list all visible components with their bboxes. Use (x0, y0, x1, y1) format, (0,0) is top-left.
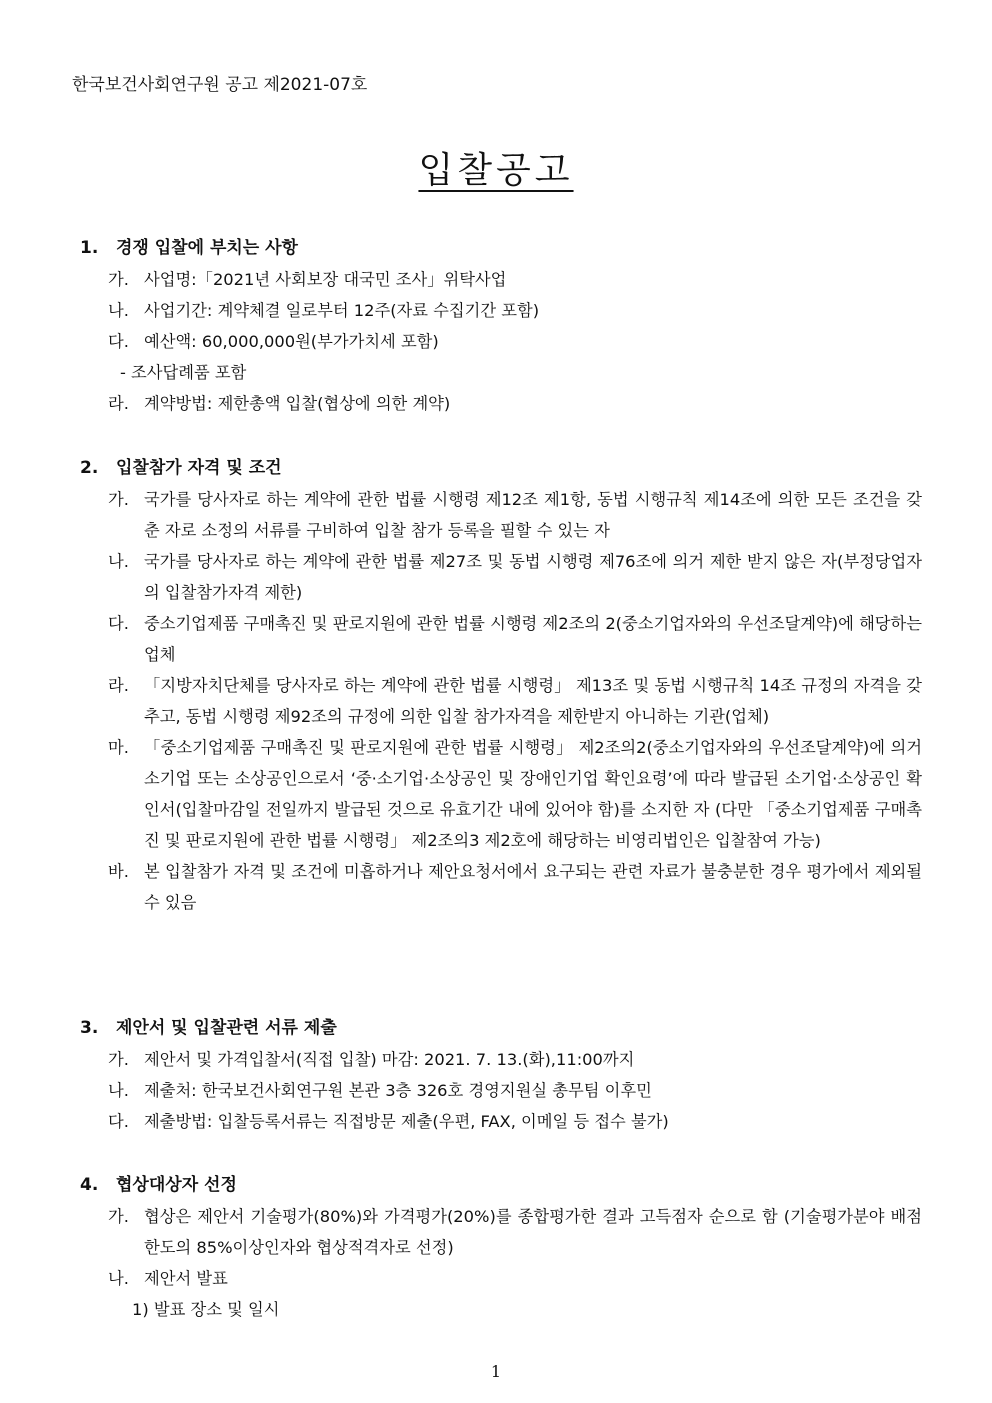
notice-number: 한국보건사회연구원 공고 제2021-07호 (72, 75, 368, 95)
section-2 (72, 453, 922, 918)
list-item: 라. 「지방자치단체를 당사자로 하는 계약에 관한 법률 시행령」 제13조 및 동법 시행규칙 14조 규정의 자격을 갖추고, 동법 시행령 제92조의 규정에 의한 입찰 참가자격을 제한받지 아니하는 기관(업체) (108, 676, 922, 726)
section-heading: 1. 경쟁 입찰에 부치는 사항 (80, 238, 298, 258)
list-item: 가. 제안서 및 가격입찰서(직접 입찰) 마감: 2021. 7. 13.(화),11:00까지 (108, 1050, 635, 1069)
section-3 (72, 1013, 922, 1137)
section-4 (72, 1170, 922, 1325)
section-heading: 3. 제안서 및 입찰관련 서류 제출 (80, 1018, 337, 1038)
page-title: 입찰공고 (418, 150, 574, 191)
list-item: 마. 「중소기업제품 구매촉진 및 판로지원에 관한 법률 시행령」 제2조의2(중소기업자와의 우선조달계약)에 의거 소기업 또는 소상공인으로서 ‘중·소기업·소상공인 및 장애인기업 확인요령’에 따라 발급된 소기업·소상공인 확인서(입찰마감일 전일까지 발급된 것으로 유효기간 내에 있어야 함)를 소지한 자 (다만 「중소기업제품 구매촉진 및 판로지원에 관한 법률 시행령」 제2조의3 제2호에 해당하는 비영리법인은 입찰참여 가능) (108, 738, 922, 850)
list-item: 다. 중소기업제품 구매촉진 및 판로지원에 관한 법률 시행령 제2조의 2(중소기업자와의 우선조달계약)에 해당하는 업체 (108, 614, 922, 664)
list-item: 나. 제안서 발표 (108, 1269, 228, 1288)
list-item: 바. 본 입찰참가 자격 및 조건에 미흡하거나 제안요청서에서 요구되는 관련 자료가 불충분한 경우 평가에서 제외될 수 있음 (108, 862, 922, 912)
list-item: 나. 제출처: 한국보건사회연구원 본관 3층 326호 경영지원실 총무팀 이후민 (108, 1081, 652, 1100)
sub-item: 1) 발표 장소 및 일시 (132, 1300, 280, 1319)
list-item: 다. 제출방법: 입찰등록서류는 직접방문 제출(우편, FAX, 이메일 등 접수 불가) (108, 1112, 669, 1131)
section-heading: 4. 협상대상자 선정 (80, 1175, 237, 1195)
list-item: 나. 국가를 당사자로 하는 계약에 관한 법률 제27조 및 동법 시행령 제76조에 의거 제한 받지 않은 자(부정당업자의 입찰참가자격 제한) (108, 552, 922, 602)
list-item: 나. 사업기간: 계약체결 일로부터 12주(자료 수집기간 포함) (108, 301, 540, 320)
list-item: 다. 예산액: 60,000,000원(부가가치세 포함) (108, 332, 439, 351)
page-number: 1 (490, 1362, 502, 1381)
section-heading: 2. 입찰참가 자격 및 조건 (80, 458, 282, 478)
list-item: 라. 계약방법: 제한총액 입찰(협상에 의한 계약) (108, 394, 451, 413)
section-1 (72, 233, 922, 419)
sub-note: - 조사답례품 포함 (120, 363, 247, 382)
list-item: 가. 국가를 당사자로 하는 계약에 관한 법률 시행령 제12조 제1항, 동법 시행규칙 제14조에 의한 모든 조건을 갖춘 자로 소정의 서류를 구비하여 입찰 참가 등록을 필할 수 있는 자 (108, 490, 922, 540)
list-item: 가. 협상은 제안서 기술평가(80%)와 가격평가(20%)를 종합평가한 결과 고득점자 순으로 함 (기술평가분야 배점한도의 85%이상인자와 협상적격자로 선정) (108, 1207, 922, 1257)
list-item: 가. 사업명:「2021년 사회보장 대국민 조사」위탁사업 (108, 270, 507, 289)
